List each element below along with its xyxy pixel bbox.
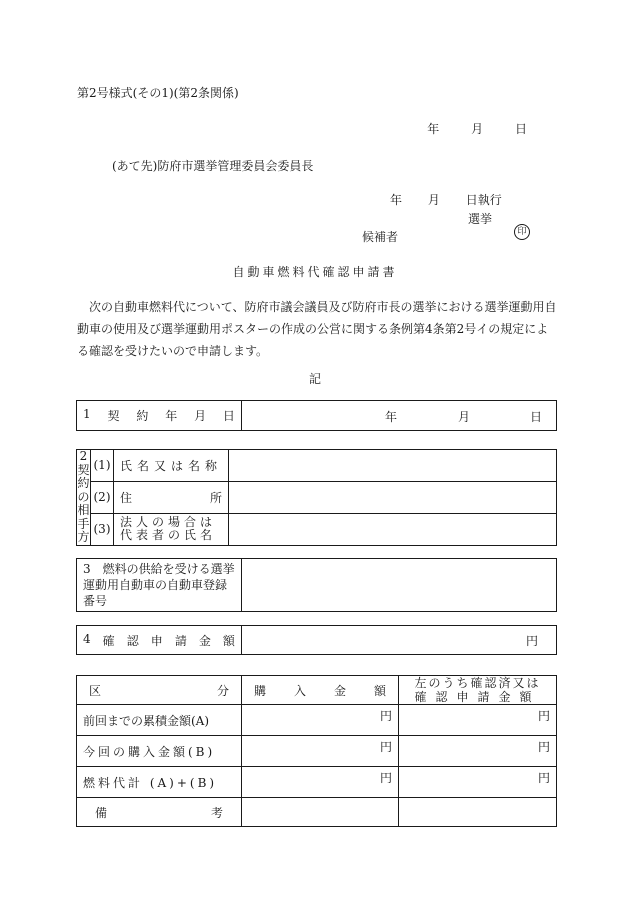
counterparty-num: (2) bbox=[91, 481, 114, 513]
ki-label: 記 bbox=[308, 372, 321, 386]
document-title: 自動車燃料代確認申請書 bbox=[232, 265, 398, 279]
vehicle-registration-table bbox=[76, 558, 557, 612]
vehicle-registration-label: 3 燃料の供給を受ける選挙運動用自動車の自動車登録番号 bbox=[77, 559, 242, 612]
election-date bbox=[390, 191, 502, 208]
row-label-remarks: 備 考 bbox=[77, 798, 242, 827]
body-paragraph bbox=[77, 296, 557, 362]
total-confirmed-field[interactable]: 円 bbox=[399, 767, 557, 798]
counterparty-row-address bbox=[77, 481, 557, 513]
counterparty-address-label: 住 所 bbox=[114, 481, 229, 513]
addressee: (あて先)防府市選挙管理委員会委員長 bbox=[112, 159, 314, 173]
table-row bbox=[77, 705, 557, 736]
counterparty-address-field[interactable] bbox=[229, 481, 557, 513]
requested-amount-row bbox=[77, 626, 557, 655]
counterparty-num: (1) bbox=[91, 450, 114, 482]
seal-mark: 印 bbox=[514, 224, 530, 240]
row-label-current: 今回の購入金額(B) bbox=[77, 736, 242, 767]
counterparty-name-label: 氏名又は名称 bbox=[114, 450, 229, 482]
row-label-total: 燃料代計 (A)+(B) bbox=[77, 767, 242, 798]
remarks-field-2[interactable] bbox=[399, 798, 557, 827]
table-row bbox=[77, 798, 557, 827]
vehicle-registration-row bbox=[77, 559, 557, 612]
submission-date bbox=[399, 120, 527, 137]
previous-purchase-field[interactable]: 円 bbox=[242, 705, 399, 736]
counterparty-vertical-label: 2 契 約 の 相 手 方 bbox=[77, 449, 90, 544]
counterparty-representative-label: 法人の場合は 代表者の氏名 bbox=[114, 513, 229, 545]
counterparty-row-name bbox=[77, 450, 557, 482]
counterparty-row-representative bbox=[77, 513, 557, 545]
vehicle-registration-field[interactable] bbox=[242, 559, 557, 612]
counterparty-name-field[interactable] bbox=[229, 450, 557, 482]
contract-date-field[interactable]: 年 月 日 bbox=[242, 401, 557, 431]
date-year: 年 bbox=[427, 122, 440, 136]
requested-amount-field[interactable] bbox=[242, 626, 557, 655]
requested-amount-label: 4 確 認 申 請 金 額 bbox=[77, 626, 242, 655]
date-day: 日 bbox=[514, 122, 527, 136]
amount-table-header bbox=[77, 676, 557, 705]
exec-month: 月 bbox=[427, 193, 440, 207]
current-purchase-field[interactable]: 円 bbox=[242, 736, 399, 767]
remarks-field-1[interactable] bbox=[242, 798, 399, 827]
election-label: 選挙 bbox=[468, 212, 493, 226]
contract-date-row bbox=[77, 401, 557, 431]
row-label-previous: 前回までの累積金額(A) bbox=[77, 705, 242, 736]
table-row bbox=[77, 736, 557, 767]
exec-day: 日執行 bbox=[465, 193, 502, 207]
amount-table bbox=[76, 675, 557, 827]
counterparty-num: (3) bbox=[91, 513, 114, 545]
yen-unit: 円 bbox=[525, 633, 538, 648]
counterparty-table bbox=[76, 449, 557, 546]
contract-date-label: 1 契 約 年 月 日 bbox=[77, 401, 242, 431]
header-confirmed-amount: 左のうち確認済又は 確認申請金額 bbox=[399, 676, 557, 705]
header-category: 区 分 bbox=[77, 676, 242, 705]
table-row bbox=[77, 767, 557, 798]
form-number: 第2号様式(その1)(第2条関係) bbox=[77, 86, 239, 100]
counterparty-representative-field[interactable] bbox=[229, 513, 557, 545]
exec-year: 年 bbox=[390, 193, 403, 207]
header-purchase-amount: 購 入 金 額 bbox=[242, 676, 399, 705]
previous-confirmed-field[interactable]: 円 bbox=[399, 705, 557, 736]
body-text: 次の自動車燃料代について、防府市議会議員及び防府市長の選挙における選挙運動用自動車の使用及び選挙運動用ポスターの作成の公営に関する条例第4条第2号イの規定による確認を受けたいので申請します。 bbox=[77, 300, 557, 358]
date-month: 月 bbox=[471, 122, 484, 136]
current-confirmed-field[interactable]: 円 bbox=[399, 736, 557, 767]
candidate-label: 候補者 bbox=[362, 230, 399, 244]
requested-amount-table bbox=[76, 625, 557, 655]
contract-date-table bbox=[76, 400, 557, 431]
total-purchase-field[interactable]: 円 bbox=[242, 767, 399, 798]
